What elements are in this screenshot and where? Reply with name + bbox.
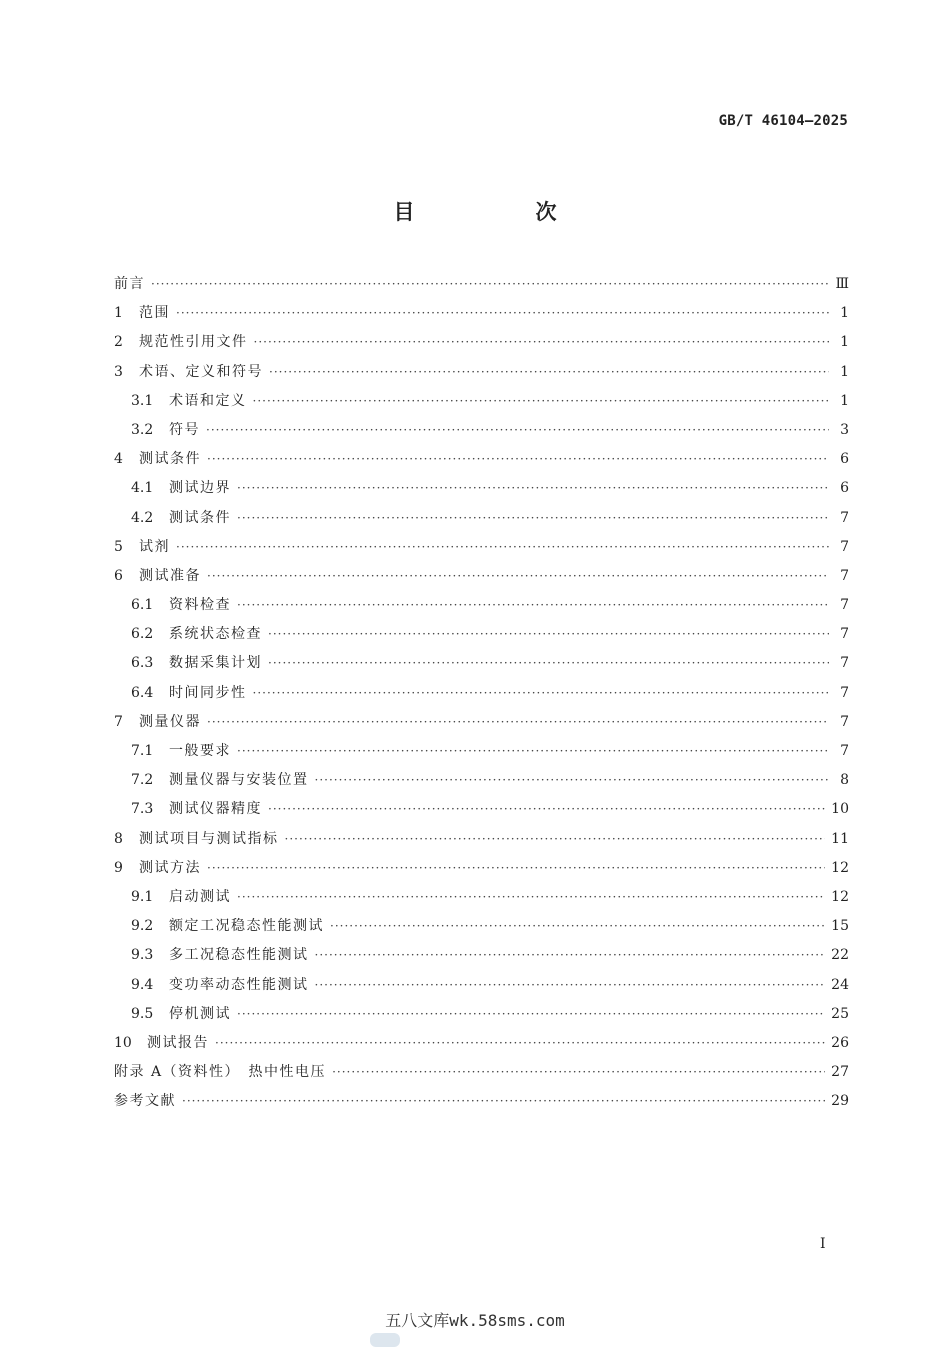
toc-entry[interactable] xyxy=(114,533,849,562)
standard-code: GB/T 46104—2025 xyxy=(718,113,848,129)
toc-leader-dots xyxy=(253,679,830,708)
toc-entry[interactable] xyxy=(114,591,849,620)
toc-leader-dots xyxy=(237,737,829,766)
toc-entry-title: 符号 xyxy=(169,421,200,438)
toc-entry-title: 测试方法 xyxy=(139,859,201,876)
toc-entry-page: 1 xyxy=(840,305,849,322)
toc-entry[interactable] xyxy=(114,270,849,299)
toc-entry-page: 27 xyxy=(831,1064,849,1081)
watermark-logo xyxy=(370,1333,400,1347)
toc-leader-dots xyxy=(315,766,830,795)
toc-leader-dots xyxy=(151,270,829,299)
toc-entry-number: 4.1 xyxy=(131,480,154,497)
toc-leader-dots xyxy=(268,795,825,824)
toc-entry-page: 1 xyxy=(840,363,849,380)
toc-entry-title: 规范性引用文件 xyxy=(139,334,248,351)
toc-entry-number: 1 xyxy=(114,305,123,322)
toc-entry-title: 多工况稳态性能测试 xyxy=(169,947,309,964)
toc-entry-page: 6 xyxy=(840,480,849,497)
page-number: Ⅰ xyxy=(820,1236,826,1252)
toc-leader-dots xyxy=(237,504,829,533)
toc-entry-number: 7 xyxy=(114,713,123,730)
toc-leader-dots xyxy=(176,299,829,328)
toc-entry-page: 26 xyxy=(831,1034,849,1051)
toc-leader-dots xyxy=(207,445,829,474)
toc-leader-dots xyxy=(254,328,830,357)
toc-entry-page: 11 xyxy=(831,830,849,847)
toc-entry-page: 8 xyxy=(840,772,849,789)
toc-entry-title: 术语和定义 xyxy=(169,392,247,409)
toc-entry[interactable] xyxy=(114,737,849,766)
toc-entry-page: 1 xyxy=(840,392,849,409)
toc-entry-page: 24 xyxy=(831,976,849,993)
toc-entry[interactable] xyxy=(114,1087,849,1116)
toc-entry-title: 一般要求 xyxy=(169,743,231,759)
toc-leader-dots xyxy=(207,562,829,591)
toc-entry-title: 测试项目与测试指标 xyxy=(139,830,279,847)
toc-entry[interactable] xyxy=(114,766,849,795)
toc-entry-page: 7 xyxy=(840,713,849,730)
toc-leader-dots xyxy=(315,941,826,970)
toc-leader-dots xyxy=(237,591,829,620)
toc-leader-dots xyxy=(207,854,825,883)
toc-entry-page: 7 xyxy=(840,538,849,555)
table-of-contents xyxy=(114,270,849,1116)
toc-entry[interactable] xyxy=(114,649,849,678)
toc-entry-number: 3.2 xyxy=(131,421,154,438)
toc-leader-dots xyxy=(237,474,829,503)
page-title: 目 次 xyxy=(393,200,607,224)
toc-entry[interactable] xyxy=(114,1058,849,1087)
toc-entry-number: 5 xyxy=(114,538,123,555)
toc-entry[interactable] xyxy=(114,328,849,357)
toc-entry-title: 停机测试 xyxy=(169,1005,231,1022)
toc-entry-number: 7.3 xyxy=(131,801,154,818)
toc-leader-dots xyxy=(330,912,825,941)
toc-entry-number: 9.1 xyxy=(131,888,154,905)
toc-entry-page: 7 xyxy=(840,626,849,643)
toc-entry-number: 3 xyxy=(114,363,123,380)
toc-entry-title: 资料检查 xyxy=(169,597,231,614)
toc-entry-title: 时间同步性 xyxy=(169,684,247,701)
toc-entry-number: 9.2 xyxy=(131,918,154,935)
toc-leader-dots xyxy=(182,1087,825,1116)
toc-entry[interactable] xyxy=(114,358,849,387)
toc-entry-title: 测试仪器精度 xyxy=(169,801,262,818)
toc-leader-dots xyxy=(268,620,829,649)
toc-entry-page: 15 xyxy=(831,918,849,935)
toc-leader-dots xyxy=(215,1029,825,1058)
toc-entry-title: 测量仪器与安装位置 xyxy=(169,772,309,789)
toc-entry-title: 数据采集计划 xyxy=(169,655,262,672)
toc-leader-dots xyxy=(207,708,829,737)
toc-entry-title: 前言 xyxy=(114,276,145,292)
toc-entry-page: 7 xyxy=(840,655,849,672)
toc-entry-page: 12 xyxy=(831,888,849,905)
toc-entry[interactable] xyxy=(114,1029,849,1058)
toc-entry-title: 测试准备 xyxy=(139,567,201,584)
toc-entry-title: 术语、定义和符号 xyxy=(139,363,263,380)
toc-entry[interactable] xyxy=(114,941,849,970)
toc-entry-page: 7 xyxy=(840,684,849,701)
toc-entry-page: 7 xyxy=(840,597,849,614)
toc-entry-page: 1 xyxy=(840,334,849,351)
toc-entry[interactable] xyxy=(114,387,849,416)
toc-entry-number: 10 xyxy=(114,1034,132,1051)
toc-leader-dots xyxy=(253,387,830,416)
toc-entry-title: 范围 xyxy=(139,305,170,322)
toc-entry-title: 测试边界 xyxy=(169,480,231,497)
toc-entry-title: 测试报告 xyxy=(147,1034,209,1051)
watermark-text: 五八文库wk.58sms.com xyxy=(385,1311,565,1330)
toc-entry-number: 4.2 xyxy=(131,509,154,526)
toc-entry-number: 6.3 xyxy=(131,655,154,672)
toc-leader-dots xyxy=(176,533,829,562)
toc-entry[interactable] xyxy=(114,620,849,649)
toc-entry-page: 3 xyxy=(840,421,849,438)
toc-entry-number: 9.5 xyxy=(131,1005,154,1022)
toc-entry[interactable] xyxy=(114,474,849,503)
toc-leader-dots xyxy=(237,1000,825,1029)
toc-entry[interactable] xyxy=(114,883,849,912)
toc-entry[interactable] xyxy=(114,416,849,445)
toc-entry[interactable] xyxy=(114,504,849,533)
toc-entry-number: 6.4 xyxy=(131,684,154,701)
toc-entry-title: 测试条件 xyxy=(139,451,201,468)
toc-leader-dots xyxy=(206,416,829,445)
toc-entry[interactable] xyxy=(114,825,849,854)
toc-entry[interactable] xyxy=(114,1000,849,1029)
toc-entry-title: 启动测试 xyxy=(169,888,231,905)
toc-entry-page: 12 xyxy=(831,859,849,876)
toc-entry-number: 7.1 xyxy=(131,743,154,759)
toc-entry-number: 7.2 xyxy=(131,772,154,789)
toc-entry-number: 3.1 xyxy=(131,392,154,409)
toc-entry-title: 变功率动态性能测试 xyxy=(169,976,309,993)
toc-entry-page: 25 xyxy=(831,1005,849,1022)
toc-leader-dots xyxy=(285,825,826,854)
toc-entry[interactable] xyxy=(114,971,849,1000)
toc-entry-number: 9.3 xyxy=(131,947,154,964)
toc-leader-dots xyxy=(237,883,825,912)
toc-entry-page: Ⅲ xyxy=(835,276,849,292)
toc-entry-page: 22 xyxy=(831,947,849,964)
toc-entry-number: 6.1 xyxy=(131,597,154,614)
toc-entry[interactable] xyxy=(114,708,849,737)
toc-entry-page: 7 xyxy=(840,567,849,584)
toc-entry-title: 试剂 xyxy=(139,538,170,555)
toc-entry-number: 9 xyxy=(114,859,123,876)
toc-entry-page: 7 xyxy=(840,509,849,526)
toc-entry[interactable] xyxy=(114,795,849,824)
toc-entry[interactable] xyxy=(114,299,849,328)
toc-leader-dots xyxy=(268,649,829,678)
toc-entry-number: 8 xyxy=(114,830,123,847)
toc-leader-dots xyxy=(315,971,826,1000)
toc-entry-title: 测试条件 xyxy=(169,509,231,526)
toc-entry[interactable] xyxy=(114,912,849,941)
toc-entry[interactable] xyxy=(114,445,849,474)
toc-entry-page: 7 xyxy=(840,743,849,759)
toc-entry-page: 6 xyxy=(840,451,849,468)
toc-entry-title: 系统状态检查 xyxy=(169,626,262,643)
toc-entry-page: 29 xyxy=(831,1093,849,1110)
toc-entry-number: 2 xyxy=(114,334,123,351)
toc-entry[interactable] xyxy=(114,562,849,591)
toc-leader-dots xyxy=(269,358,829,387)
toc-entry-title: 参考文献 xyxy=(114,1093,176,1110)
toc-entry[interactable] xyxy=(114,679,849,708)
toc-entry-page: 10 xyxy=(831,801,849,818)
toc-leader-dots xyxy=(332,1058,825,1087)
toc-entry[interactable] xyxy=(114,854,849,883)
toc-entry-title: 测量仪器 xyxy=(139,713,201,730)
toc-entry-title: 附录 A（资料性） 热中性电压 xyxy=(114,1064,327,1081)
toc-entry-number: 9.4 xyxy=(131,976,154,993)
toc-entry-number: 6.2 xyxy=(131,626,154,643)
toc-entry-title: 额定工况稳态性能测试 xyxy=(169,918,324,935)
toc-entry-number: 4 xyxy=(114,451,123,468)
toc-entry-number: 6 xyxy=(114,567,123,584)
